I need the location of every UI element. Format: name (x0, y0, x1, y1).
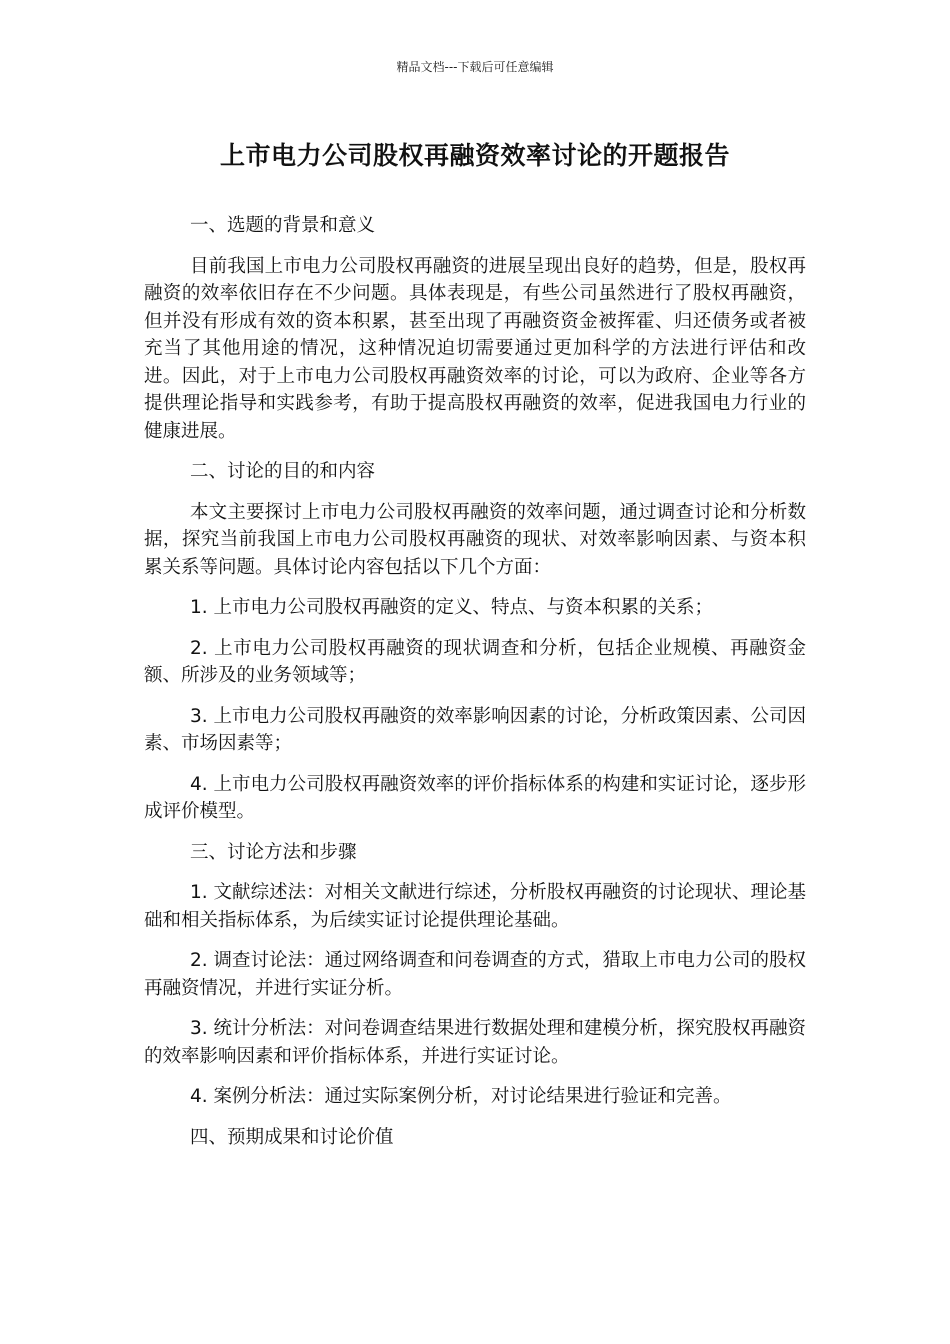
header-note: 精品文档---下载后可任意编辑 (396, 60, 554, 74)
list-item: 1. 上市电力公司股权再融资的定义、特点、与资本积累的关系； (190, 597, 714, 618)
list-item: 3. 上市电力公司股权再融资的效率影响因素的讨论，分析政策因素、公司因素、市场因素等； (144, 705, 806, 754)
section-heading: 三、讨论方法和步骤 (190, 841, 357, 863)
paragraph: 目前我国上市电力公司股权再融资的进展呈现出良好的趋势，但是，股权再融资的效率依旧存在不少问题。具体表现是，有些公司虽然进行了股权再融资，但并没有形成有效的资本积累，甚至出现了再融资资金被挥霍、归还债务或者被充当了其他用途的情况，这种情况迫切需要通过更加科学的方法进行评估和改进。因此，对于上市电力公司股权再融资效率的讨论，可以为政府、企业等各方提供理论指导和实践参考，有助于提高股权再融资的效率，促进我国电力行业的健康进展。 (144, 255, 806, 442)
list-item: 2. 上市电力公司股权再融资的现状调查和分析，包括企业规模、再融资金额、所涉及的业务领域等； (144, 637, 806, 686)
section-heading: 四、预期成果和讨论价值 (190, 1126, 394, 1148)
list-item: 3. 统计分析法：对问卷调查结果进行数据处理和建模分析，探究股权再融资的效率影响因素和评价指标体系，并进行实证讨论。 (144, 1018, 806, 1067)
section-heading: 一、选题的背景和意义 (190, 215, 376, 236)
list-item: 4. 案例分析法：通过实际案例分析，对讨论结果进行验证和完善。 (190, 1086, 732, 1107)
document-body (144, 212, 806, 1164)
paragraph: 本文主要探讨上市电力公司股权再融资的效率问题，通过调查讨论和分析数据，探究当前我国上市电力公司股权再融资的现状、对效率影响因素、与资本积累关系等问题。具体讨论内容包括以下几个方面： (144, 501, 806, 578)
list-item: 1. 文献综述法：对相关文献进行综述，分析股权再融资的讨论现状、理论基础和相关指标体系，为后续实证讨论提供理论基础。 (144, 882, 806, 931)
document-title: 上市电力公司股权再融资效率讨论的开题报告 (219, 141, 730, 170)
list-item: 2. 调查讨论法：通过网络调查和问卷调查的方式，猎取上市电力公司的股权再融资情况，并进行实证分析。 (144, 950, 806, 999)
list-item: 4. 上市电力公司股权再融资效率的评价指标体系的构建和实证讨论，逐步形成评价模型。 (144, 773, 806, 822)
section-heading: 二、讨论的目的和内容 (190, 461, 376, 482)
